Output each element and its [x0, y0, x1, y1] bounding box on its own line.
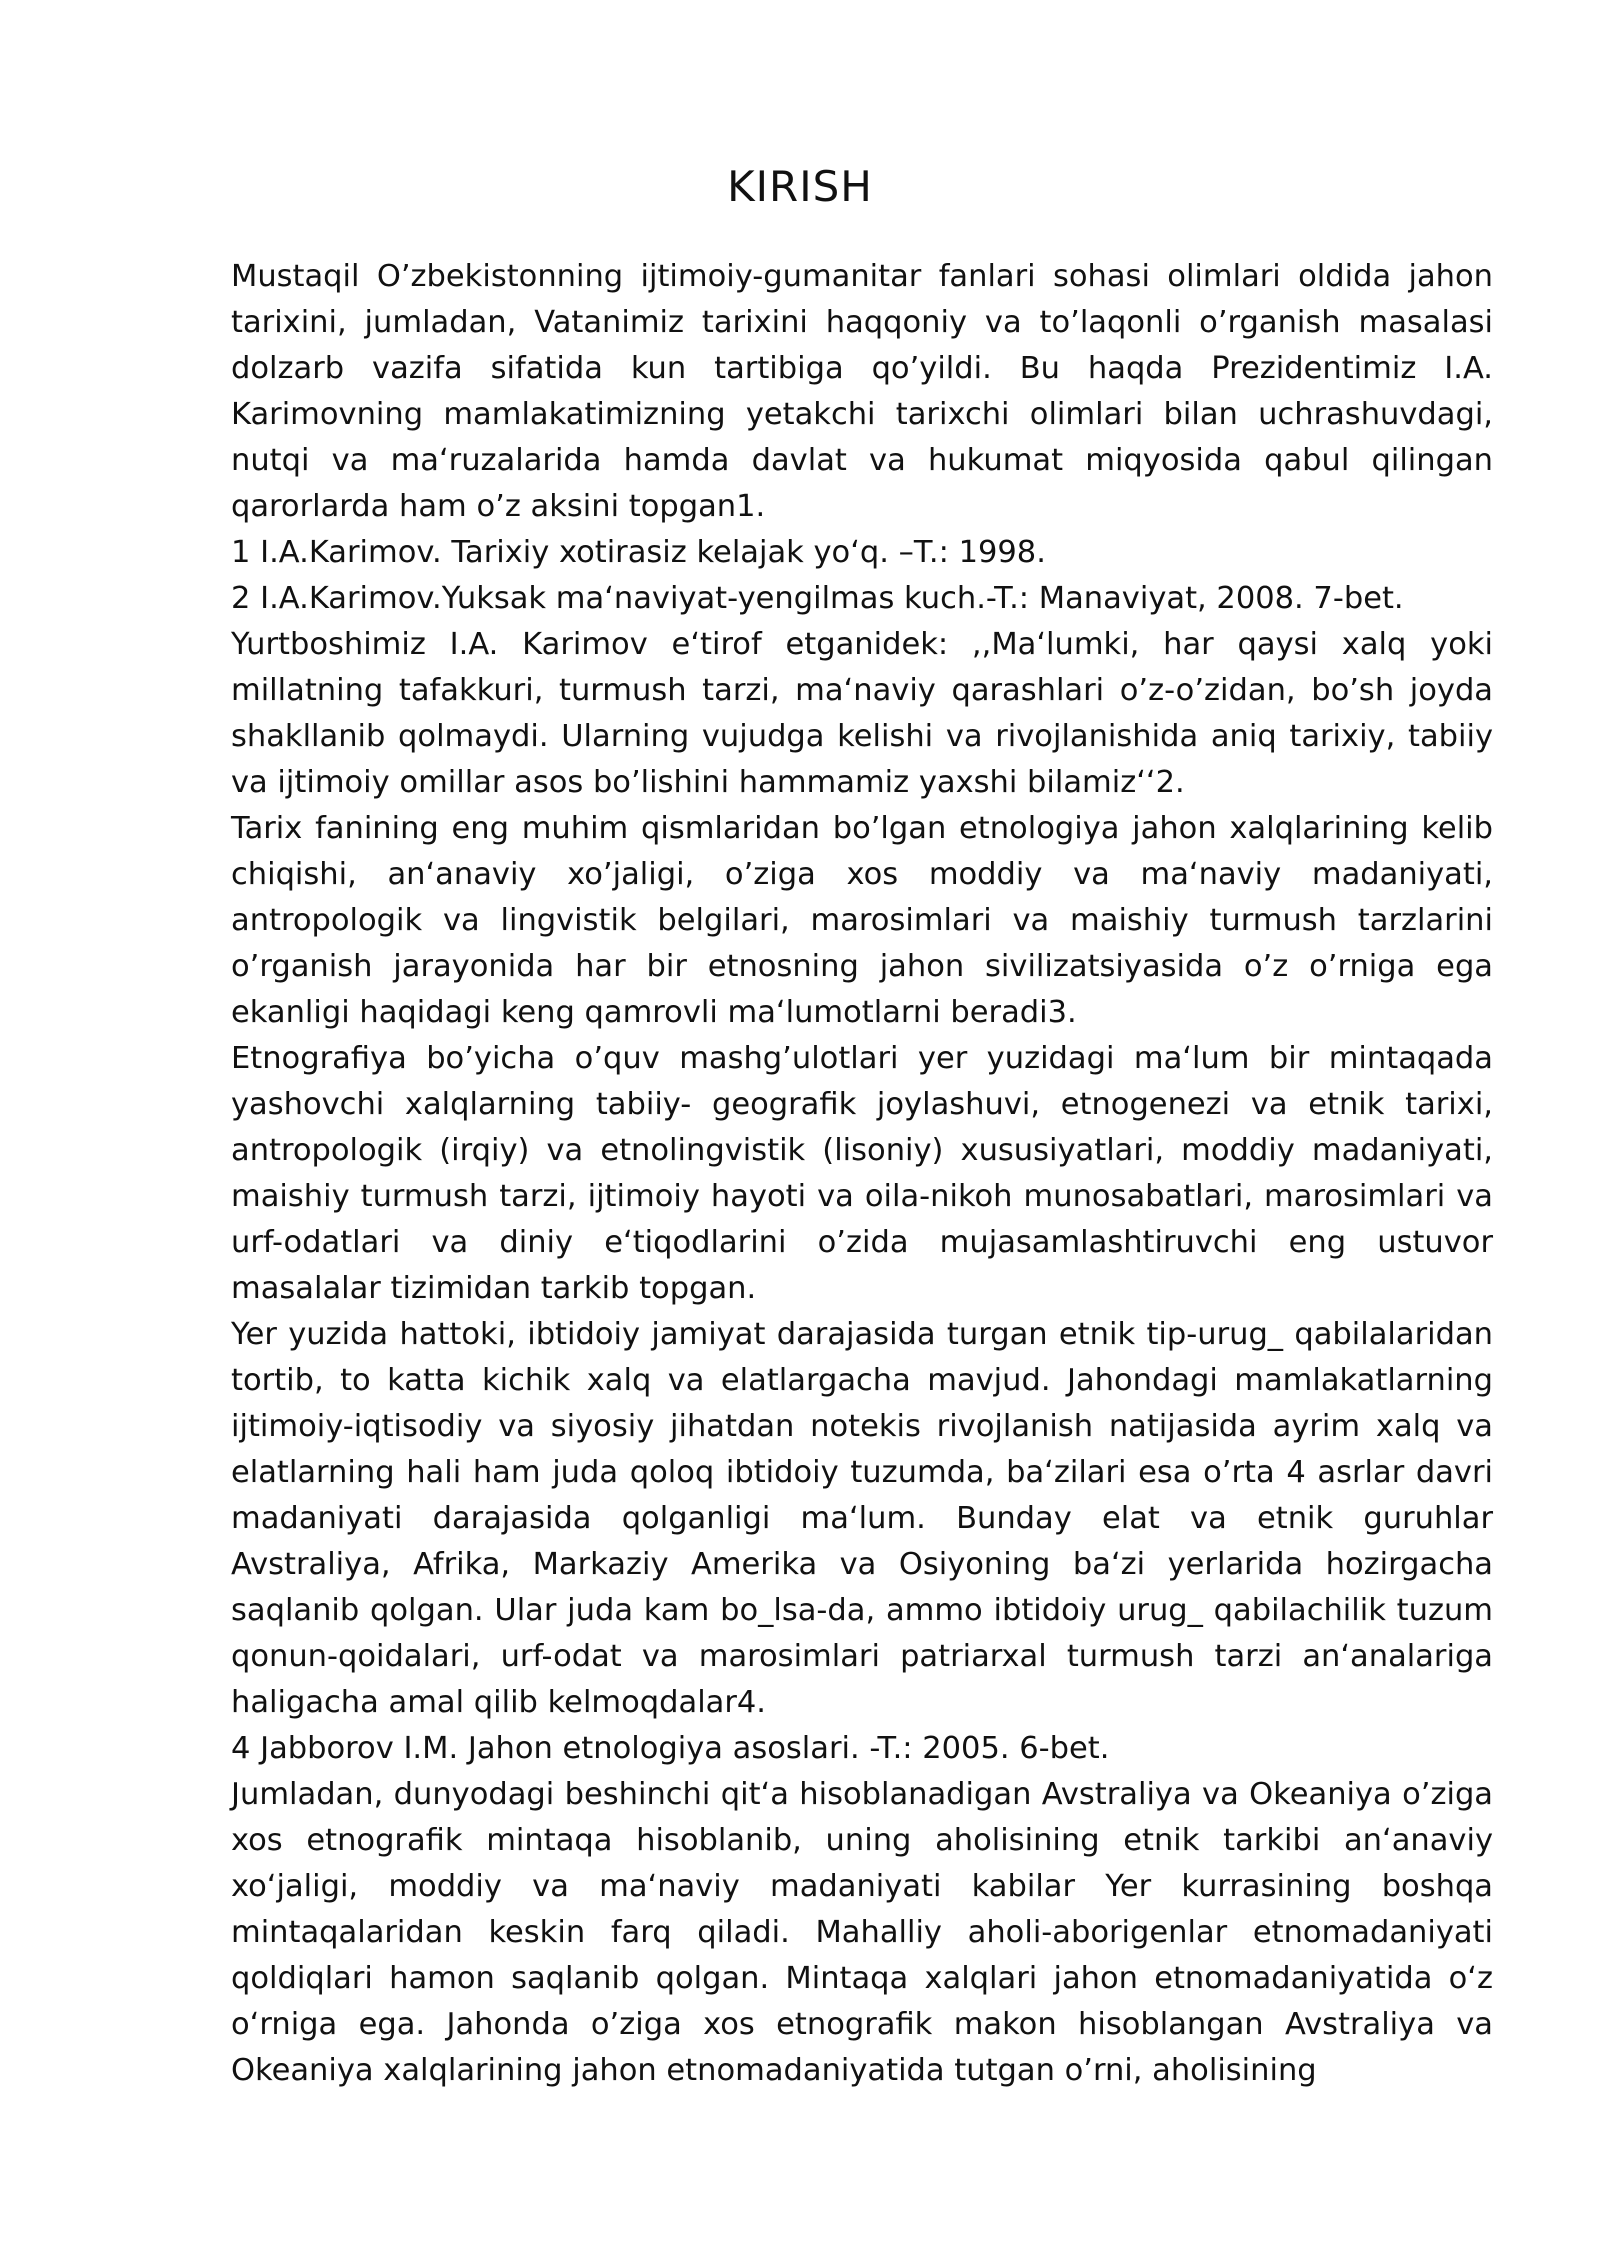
footnote-4: 4 Jabborov I.M. Jahon etnologiya asoslari. -T.: 2005. 6-bet. [231, 1731, 1110, 1766]
paragraph-yer-yuzida: Yer yuzida hattoki, ibtidoiy jamiyat darajasida turgan etnik tip-urug_ qabilalaridan tortib, to katta kichik xalq va elatlargacha mavjud. Jahondagi mamlakatlarning ijtimoiy-iqtisodiy va siyosiy jihatdan notekis rivojlanish natijasida ayrim xalq va elatlarning hali ham juda qoloq ibtidoiy tuzumda, baʻzilari esa o’rta 4 asrlar davri madaniyati darajasida qolganligi maʻlum. Bunday elat va etnik guruhlar Avstraliya, Afrika, Markaziy Amerika va Osiyoning baʻzi yerlarida hozirgacha saqlanib qolgan. Ular juda kam bo_lsa-da, ammo ibtidoiy urug_ qabilachilik tuzum qonun-qoidalari, urf-odat va marosimlari patriarxal turmush tarzi anʻanalariga haligacha amal qilib kelmoqdalar4. [231, 1317, 1493, 1720]
footnote-1: 1 I.A.Karimov. Tarixiy xotirasiz kelajak yoʻq. –T.: 1998. [231, 535, 1046, 570]
paragraph-intro: Mustaqil O’zbekistonning ijtimoiy-gumanitar fanlari sohasi olimlari oldida jahon tarixini, jumladan, Vatanimiz tarixini haqqoniy va to’laqonli o’rganish masalasi dolzarb vazifa sifatida kun tartibiga qo’yildi. Bu haqda Prezidentimiz I.A. Karimovning mamlakatimizning yetakchi tarixchi olimlari bilan uchrashuvdagi, nutqi va maʻruzalarida hamda davlat va hukumat miqyosida qabul qilingan qarorlarda ham o’z aksini topgan1. [231, 259, 1493, 524]
page-title: KIRISH [727, 162, 873, 211]
paragraph-etnografiya: Etnografiya bo’yicha o’quv mashg’ulotlari yer yuzidagi maʻlum bir mintaqada yashovchi xalqlarning tabiiy- geografik joylashuvi, etnogenezi va etnik tarixi, antropologik (irqiy) va etnolingvistik (lisoniy) xususiyatlari, moddiy madaniyati, maishiy turmush tarzi, ijtimoiy hayoti va oila-nikoh munosabatlari, marosimlari va urf-odatlari va diniy eʻtiqodlarini o’zida mujasamlashtiruvchi eng ustuvor masalalar tizimidan tarkib topgan. [231, 1041, 1493, 1306]
document-body [231, 254, 1493, 2094]
footnote-2: 2 I.A.Karimov.Yuksak maʻnaviyat-yengilmas kuch.-T.: Manaviyat, 2008. 7-bet. [231, 581, 1404, 616]
paragraph-karimov-quote: Yurtboshimiz I.A. Karimov eʻtirof etganidek: ,,Maʻlumki, har qaysi xalq yoki millatning tafakkuri, turmush tarzi, maʻnaviy qarashlari o’z-o’zidan, bo’sh joyda shakllanib qolmaydi. Ularning vujudga kelishi va rivojlanishida aniq tarixiy, tabiiy va ijtimoiy omillar asos bo’lishini hammamiz yaxshi bilamiz‘‘2. [231, 627, 1493, 800]
paragraph-etnologiya: Tarix fanining eng muhim qismlaridan bo’lgan etnologiya jahon xalqlarining kelib chiqishi, anʻanaviy xo’jaligi, o’ziga xos moddiy va maʻnaviy madaniyati, antropologik va lingvistik belgilari, marosimlari va maishiy turmush tarzlarini o’rganish jarayonida har bir etnosning jahon sivilizatsiyasida o’z o’rniga ega ekanligi haqidagi keng qamrovli maʻlumotlarni beradi3. [231, 811, 1493, 1030]
paragraph-avstraliya: Jumladan, dunyodagi beshinchi qitʻa hisoblanadigan Avstraliya va Okeaniya o’ziga xos etnografik mintaqa hisoblanib, uning aholisining etnik tarkibi anʻanaviy xoʻjaligi, moddiy va maʻnaviy madaniyati kabilar Yer kurrasining boshqa mintaqalaridan keskin farq qiladi. Mahalliy aholi-aborigenlar etnomadaniyati qoldiqlari hamon saqlanib qolgan. Mintaqa xalqlari jahon etnomadaniyatida oʻz oʻrniga ega. Jahonda o’ziga xos etnografik makon hisoblangan Avstraliya va Okeaniya xalqlarining jahon etnomadaniyatida tutgan o’rni, aholisining [231, 1777, 1493, 2088]
